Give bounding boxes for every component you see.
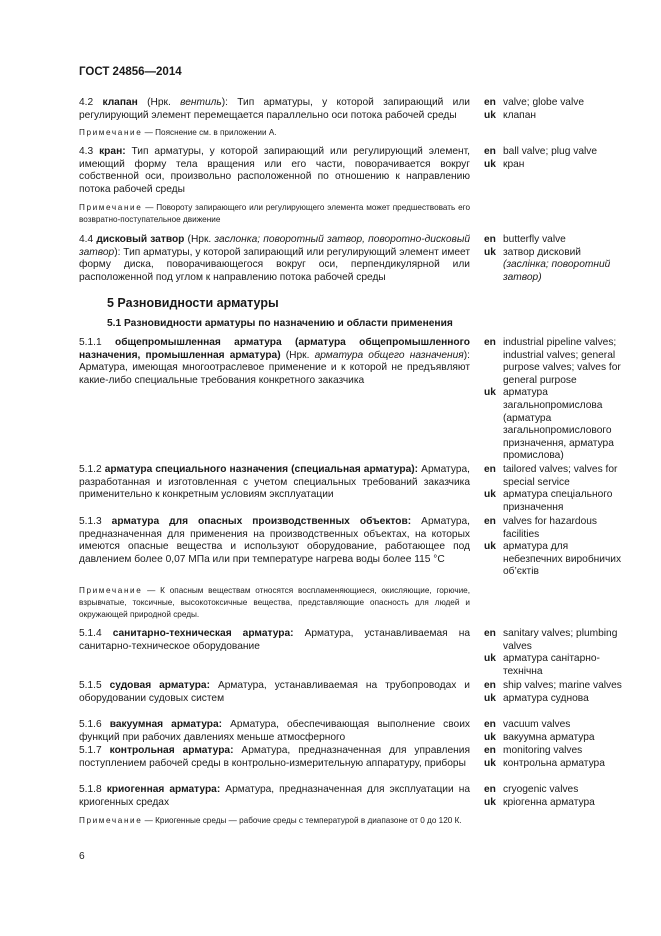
- note-5-1-8: Примечание — Криогенные среды — рабочие среды с температурой в диапазоне от 0 до 120 К.: [79, 816, 462, 825]
- entry-5-1-2: 5.1.2 арматура специального назначения (специальная арматура): Арматура, разработанная и изготовленная с учетом специальных требований заказчика применительно к конкретным условиям эксплуатации: [79, 464, 470, 501]
- translations-5-1-8: en cryogenic valves uk кріогенна арматура: [484, 784, 595, 808]
- entry-4-2: 4.2 клапан (Нрк. вентиль): Тип арматуры, у которой запирающий или регулирующий элемент перемещается параллельно оси потока рабочей среды: [79, 97, 470, 121]
- section-5-1-title: 5.1 Разновидности арматуры по назначению и области применения: [107, 318, 453, 329]
- translations-5-1-4: en sanitary valves; plumbing valves uk арматура санітарно-технічна: [484, 628, 618, 677]
- note-4-3: Примечание — Повороту запирающего или регулирующего элемента может предшествовать его возвратно-поступательное движение: [79, 203, 470, 224]
- entry-5-1-6: 5.1.6 вакуумная арматура: Арматура, обеспечивающая выполнение своих функций при рабочих давлениях меньше атмосферного: [79, 719, 470, 743]
- translations-5-1-6: en vacuum valves uk вакуумна арматура: [484, 719, 595, 743]
- translations-4-4: en butterfly valve uk затвор дисковий (заслінка; поворотний затвор): [484, 234, 611, 283]
- entry-5-1-8: 5.1.8 криогенная арматура: Арматура, предназначенная для эксплуатации на криогенных средах: [79, 784, 470, 808]
- note-5-1-3: Примечание — К опасным веществам относятся воспламеняющиеся, окисляющие, горючие, взрывчатые, токсичные, высокотоксичные вещества, представляющие опасность для людей и окружающей природной среды.: [79, 586, 470, 619]
- note-4-2: Примечание — Пояснение см. в приложении А.: [79, 128, 277, 137]
- entry-4-4: 4.4 дисковый затвор (Нрк. заслонка; поворотный затвор, поворотно-дисковый затвор): Тип арматуры, у которой запирающий или регулирующий элемент имеет форму диска, поворачивающегося вокруг оси, перпендикулярной или расположенной под углом к направлению потока рабочей среды: [79, 234, 470, 283]
- section-5-title: 5 Разновидности арматуры: [107, 296, 279, 310]
- translations-5-1-5: en ship valves; marine valves uk арматура суднова: [484, 680, 622, 704]
- translations-4-3: en ball valve; plug valve uk кран: [484, 146, 598, 170]
- entry-5-1-1: 5.1.1 общепромышленная арматура (арматура общепромышленного назначения, промышленная арматура) (Нрк. арматура общего назначения): Арматура, имеющая многоотраслевое применение и к которой не предъявляют какие-либо специальные требования конкретного заказчика: [79, 337, 470, 386]
- translations-5-1-7: en monitoring valves uk контрольна арматура: [484, 745, 605, 769]
- translations-5-1-2: en tailored valves; valves for special service uk арматура спеціального призначення: [484, 464, 618, 513]
- page-header: ГОСТ 24856—2014: [79, 66, 182, 78]
- translations-5-1-3: en valves for hazardous facilities uk арматура для небезпечних виробничих об’єктів: [484, 516, 622, 578]
- entry-5-1-7: 5.1.7 контрольная арматура: Арматура, предназначенная для управления поступлением рабочей среды в контрольно-измерительную аппаратуру, приборы: [79, 745, 470, 769]
- translations-4-2: en valve; globe valve uk клапан: [484, 97, 584, 121]
- entry-5-1-5: 5.1.5 судовая арматура: Арматура, устанавливаемая на трубопроводах и оборудовании судовых систем: [79, 680, 470, 704]
- entry-5-1-4: 5.1.4 санитарно-техническая арматура: Арматура, устанавливаемая на санитарно-техническое оборудование: [79, 628, 470, 652]
- page-number: 6: [79, 851, 85, 862]
- entry-5-1-3: 5.1.3 арматура для опасных производственных объектов: Арматура, предназначенная для применения на производственных объектах, на которых имеются опасные вещества и используют оборудование, работающее под давлением более 0,07 МПа или при температуре нагрева воды более 115 °С: [79, 516, 470, 565]
- translations-5-1-1: en industrial pipeline valves; industrial valves; general purpose valves; valves for general purpose uk арматура загальнопромислова (арматура загальнопромислового призначення, арматура промислова): [484, 337, 621, 462]
- entry-4-3: 4.3 кран: Тип арматуры, у которой запирающий или регулирующий элемент, имеющий форму тела вращения или его части, поворачивается вокруг собственной оси, произвольно расположенной по отношению к направлению потока рабочей среды: [79, 146, 470, 195]
